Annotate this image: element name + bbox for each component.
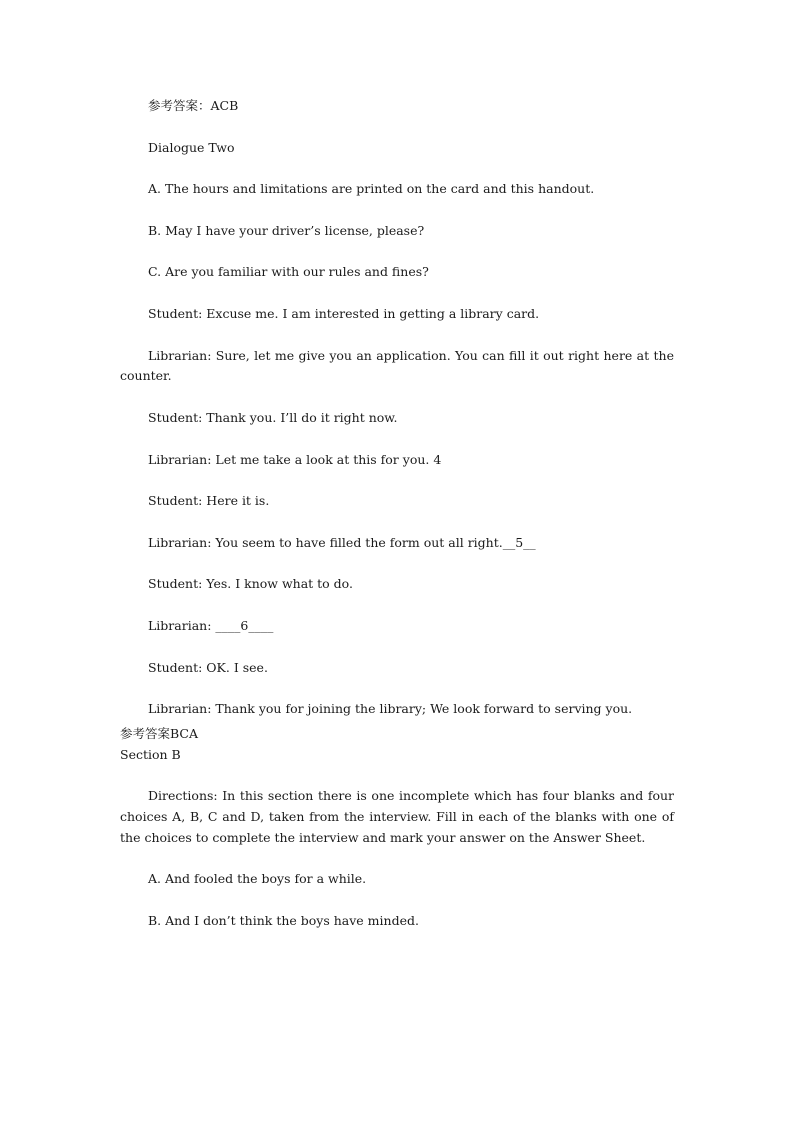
dialogue-line-7: Student: Yes. I know what to do. xyxy=(148,576,353,592)
section-option-b: B. And I don’t think the boys have minded. xyxy=(148,913,419,929)
dialogue-line-5: Student: Here it is. xyxy=(148,493,270,509)
option-a: A. The hours and limitations are printed on the card and this handout. xyxy=(148,181,595,197)
dialogue-line-8: Librarian: ____6____ xyxy=(148,617,274,633)
answer-key-1: 参考答案：ACB xyxy=(148,98,239,113)
dialogue-line-10: Librarian: Thank you for joining the library; We look forward to serving you. xyxy=(148,701,633,717)
option-c: C. Are you familiar with our rules and fines? xyxy=(148,264,429,280)
document-page xyxy=(120,96,678,953)
dialogue-line-3: Student: Thank you. I’ll do it right now. xyxy=(148,409,398,425)
dialogue-line-1: Student: Excuse me. I am interested in getting a library card. xyxy=(148,305,540,321)
dialogue-title: Dialogue Two xyxy=(148,139,235,155)
dialogue-line-6: Librarian: You seem to have filled the form out all right.__5__ xyxy=(148,534,536,550)
dialogue-line-2: Librarian: Sure, let me give you an application. You can fill it out right here at the counter. xyxy=(120,347,678,384)
dialogue-line-4: Librarian: Let me take a look at this for you. 4 xyxy=(148,451,442,467)
option-b: B. May I have your driver’s license, please? xyxy=(148,222,425,238)
section-title: Section B xyxy=(120,746,181,762)
answer-key-2: 参考答案BCA xyxy=(120,725,199,741)
section-option-a: A. And fooled the boys for a while. xyxy=(148,871,367,887)
directions-paragraph: Directions: In this section there is one incomplete which has four blanks and four choices A, B, C and D, taken from the interview. Fill in each of the blanks with one of the choices to complete the interview and mark your answer on the Answer Sheet. xyxy=(120,788,678,845)
dialogue-line-9: Student: OK. I see. xyxy=(148,659,268,675)
